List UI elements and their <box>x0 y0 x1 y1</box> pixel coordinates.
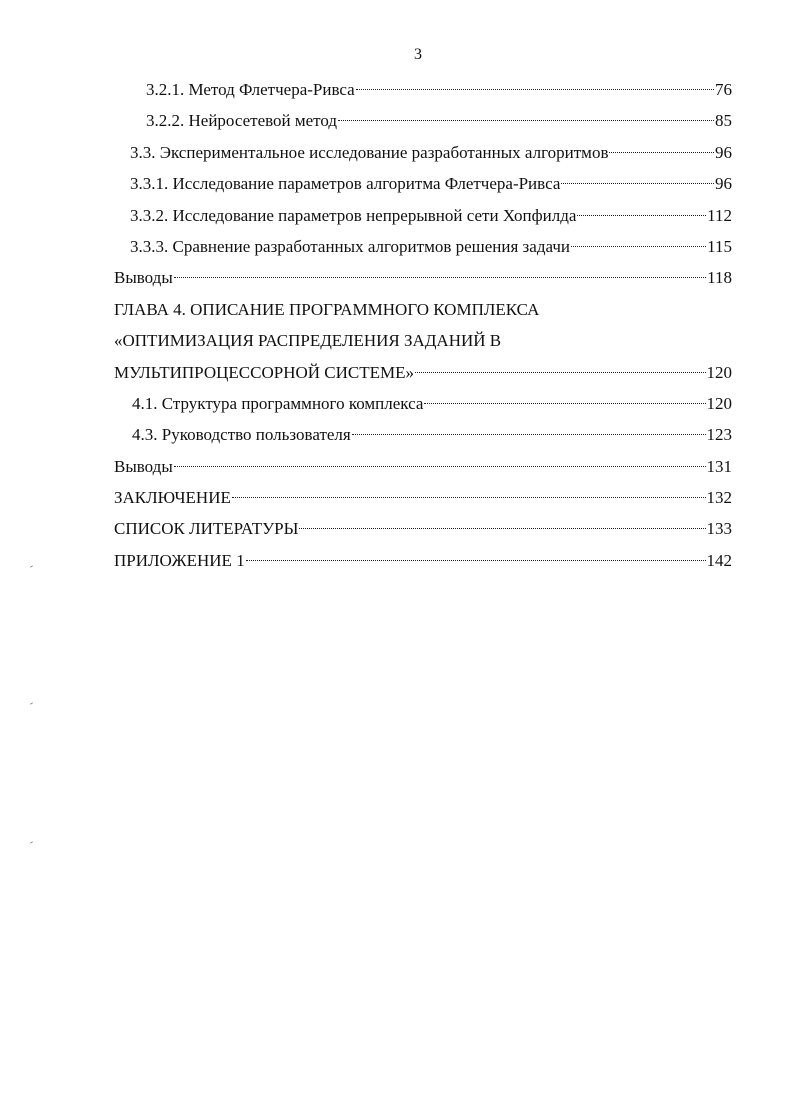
dot-leader <box>174 277 706 278</box>
toc-entry-3-3-3[interactable] <box>114 231 732 262</box>
toc-entry-page: 96 <box>715 142 732 162</box>
scan-speck <box>30 841 33 843</box>
toc-entry-page: 142 <box>706 550 732 570</box>
toc-entry-title: 4.1. Структура программного комплекса <box>132 393 424 413</box>
dot-leader <box>338 120 714 121</box>
toc-entry-3-3-1[interactable] <box>114 168 732 199</box>
toc-entry-references[interactable] <box>114 513 732 544</box>
toc-entry-page: 118 <box>707 268 732 288</box>
chapter4-heading-line1[interactable]: ГЛАВА 4. ОПИСАНИЕ ПРОГРАММНОГО КОМПЛЕКСА <box>114 299 540 319</box>
toc-entry-title: Выводы <box>114 268 173 288</box>
toc-entry-chapter4[interactable] <box>114 357 732 388</box>
dot-leader <box>352 434 706 435</box>
toc-entry-title: 3.3. Экспериментальное исследование разработанных алгоритмов <box>130 142 609 162</box>
toc-entry-page: 85 <box>715 111 732 131</box>
dot-leader <box>609 152 714 153</box>
chapter4-heading-line2[interactable]: «ОПТИМИЗАЦИЯ РАСПРЕДЕЛЕНИЯ ЗАДАНИЙ В <box>114 331 502 351</box>
toc-entry-title: 3.2.2. Нейросетевой метод <box>146 111 338 131</box>
table-of-contents <box>114 74 732 576</box>
toc-entry-title: ЗАКЛЮЧЕНИЕ <box>114 488 231 508</box>
scan-speck <box>30 565 33 567</box>
chapter4-heading-line3: МУЛЬТИПРОЦЕССОРНОЙ СИСТЕМЕ» <box>114 362 414 382</box>
toc-entry-page: 120 <box>706 393 732 413</box>
toc-entry-page: 76 <box>715 80 732 99</box>
toc-entry-title: 3.3.1. Исследование параметров алгоритма Флетчера-Ривса <box>130 174 561 194</box>
toc-entry-page: 131 <box>706 456 732 476</box>
toc-entry-title: 3.3.2. Исследование параметров непрерывной сети Хопфилда <box>130 205 577 225</box>
dot-leader <box>577 215 706 216</box>
toc-entry-page: 133 <box>706 519 732 539</box>
toc-entry-title: 4.3. Руководство пользователя <box>132 425 351 445</box>
toc-entry-appendix-1[interactable] <box>114 545 732 576</box>
dot-leader <box>232 497 706 498</box>
toc-entry-page: 112 <box>707 205 732 225</box>
toc-entry-title: Выводы <box>114 456 173 476</box>
toc-entry-3-2-1[interactable] <box>114 74 732 105</box>
toc-entry-title: ПРИЛОЖЕНИЕ 1 <box>114 550 245 570</box>
toc-entry-3-3-2[interactable] <box>114 200 732 231</box>
toc-entry-page: 132 <box>706 488 732 508</box>
toc-entry-title: 3.2.1. Метод Флетчера-Ривса <box>146 80 355 99</box>
dot-leader <box>356 89 714 90</box>
dot-leader <box>246 560 706 561</box>
toc-entry-title: 3.3.3. Сравнение разработанных алгоритмов решения задачи <box>130 236 570 256</box>
toc-entry-conclusions-ch4[interactable] <box>114 451 732 482</box>
dot-leader <box>561 183 714 184</box>
toc-entry-page: 120 <box>706 362 732 382</box>
dot-leader <box>415 372 706 373</box>
scan-speck <box>30 702 33 704</box>
toc-entry-3-2-2[interactable] <box>114 105 732 136</box>
dot-leader <box>571 246 706 247</box>
toc-entry-4-3[interactable] <box>114 419 732 450</box>
dot-leader <box>174 466 706 467</box>
toc-entry-title: СПИСОК ЛИТЕРАТУРЫ <box>114 519 299 539</box>
toc-entry-conclusion[interactable] <box>114 482 732 513</box>
dot-leader <box>424 403 705 404</box>
toc-entry-4-1[interactable] <box>114 388 732 419</box>
toc-entry-conclusions-ch3[interactable] <box>114 262 732 293</box>
toc-entry-page: 96 <box>715 174 732 194</box>
toc-entry-page: 123 <box>706 425 732 445</box>
page-number: 3 <box>414 46 422 63</box>
toc-entry-3-3[interactable] <box>114 137 732 168</box>
toc-entry-page: 115 <box>707 236 732 256</box>
dot-leader <box>299 528 705 529</box>
